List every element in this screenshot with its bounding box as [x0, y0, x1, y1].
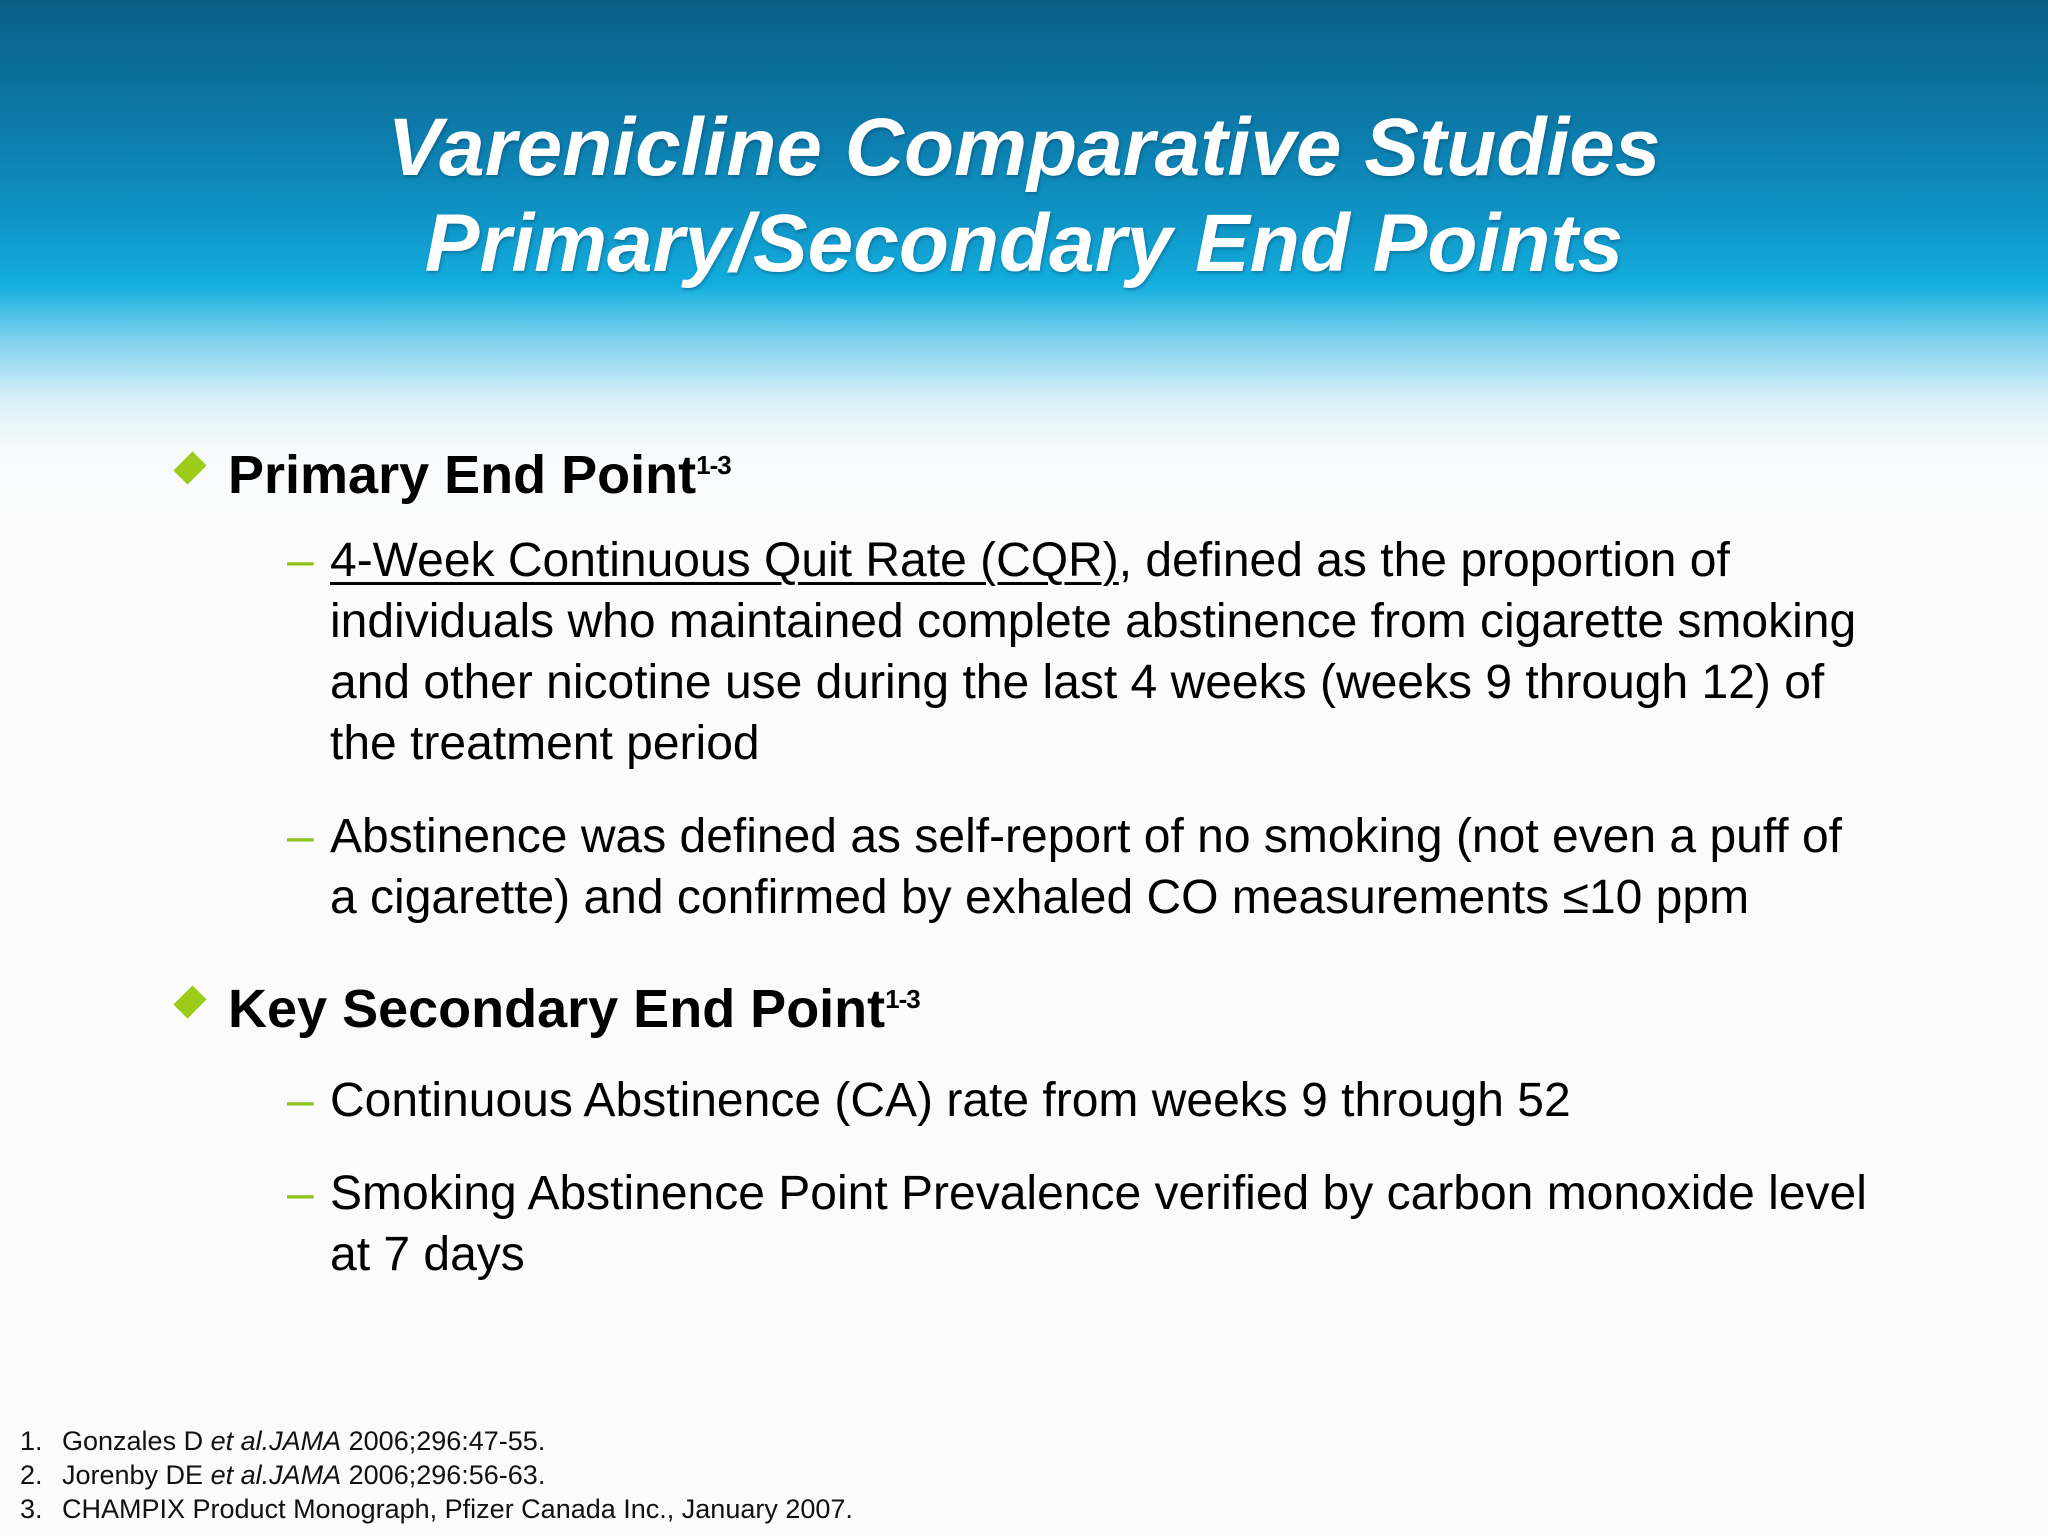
sub-bullet-cqr	[287, 530, 1872, 774]
bullet-heading: Primary End Point	[228, 445, 697, 505]
reference-item	[20, 1492, 853, 1526]
sub-bullet-continuous-abstinence	[287, 1070, 1872, 1131]
dash-bullet-icon: –	[287, 1167, 314, 1220]
reference-text: Jorenby DE et al.JAMA 2006;296:56-63.	[62, 1460, 546, 1490]
reference-item	[20, 1424, 853, 1458]
title-line-1: Varenicline Comparative Studies	[387, 102, 1661, 193]
cqr-term: 4-Week Continuous Quit Rate (CQR)	[330, 534, 1119, 587]
reference-item	[20, 1458, 853, 1492]
sub-bullet-abstinence-definition	[287, 806, 1872, 928]
reference-text: Gonzales D et al.JAMA 2006;296:47-55.	[62, 1426, 546, 1456]
sub-bullet-text: Smoking Abstinence Point Prevalence verified by carbon monoxide level at 7 days	[330, 1167, 1867, 1281]
diamond-bullet-icon	[173, 985, 206, 1018]
bullet-heading: Key Secondary End Point	[228, 979, 886, 1039]
bullet-key-secondary-end-point	[172, 964, 1872, 1044]
sub-bullet-text: Continuous Abstinence (CA) rate from weeks 9 through 52	[330, 1074, 1571, 1127]
reference-number: 1.	[20, 1426, 43, 1456]
dash-bullet-icon: –	[287, 810, 314, 863]
references	[20, 1424, 853, 1526]
title-line-2: Primary/Secondary End Points	[424, 198, 1624, 289]
sub-bullet-point-prevalence	[287, 1163, 1872, 1285]
reference-text: CHAMPIX Product Monograph, Pfizer Canada Inc., January 2007.	[62, 1494, 853, 1524]
reference-number: 3.	[20, 1494, 43, 1524]
cqr-definition: , defined as the proportion of individuals who maintained complete abstinence from cigarette smoking and other nicotine use during the last 4 weeks (weeks 9 through 12) of the treatment period	[330, 534, 1857, 770]
reference-number: 2.	[20, 1460, 43, 1490]
diamond-bullet-icon	[173, 451, 206, 484]
citation-superscript: 1-3	[885, 984, 920, 1014]
sub-bullet-text: Abstinence was defined as self-report of no smoking (not even a puff of a cigarette) and confirmed by exhaled CO measurements ≤10 ppm	[330, 810, 1842, 924]
slide-title	[0, 100, 2048, 292]
dash-bullet-icon: –	[287, 1074, 314, 1127]
slide-body	[172, 430, 1872, 1285]
citation-superscript: 1-3	[696, 450, 731, 480]
dash-bullet-icon: –	[287, 534, 314, 587]
bullet-primary-end-point	[172, 430, 1872, 510]
